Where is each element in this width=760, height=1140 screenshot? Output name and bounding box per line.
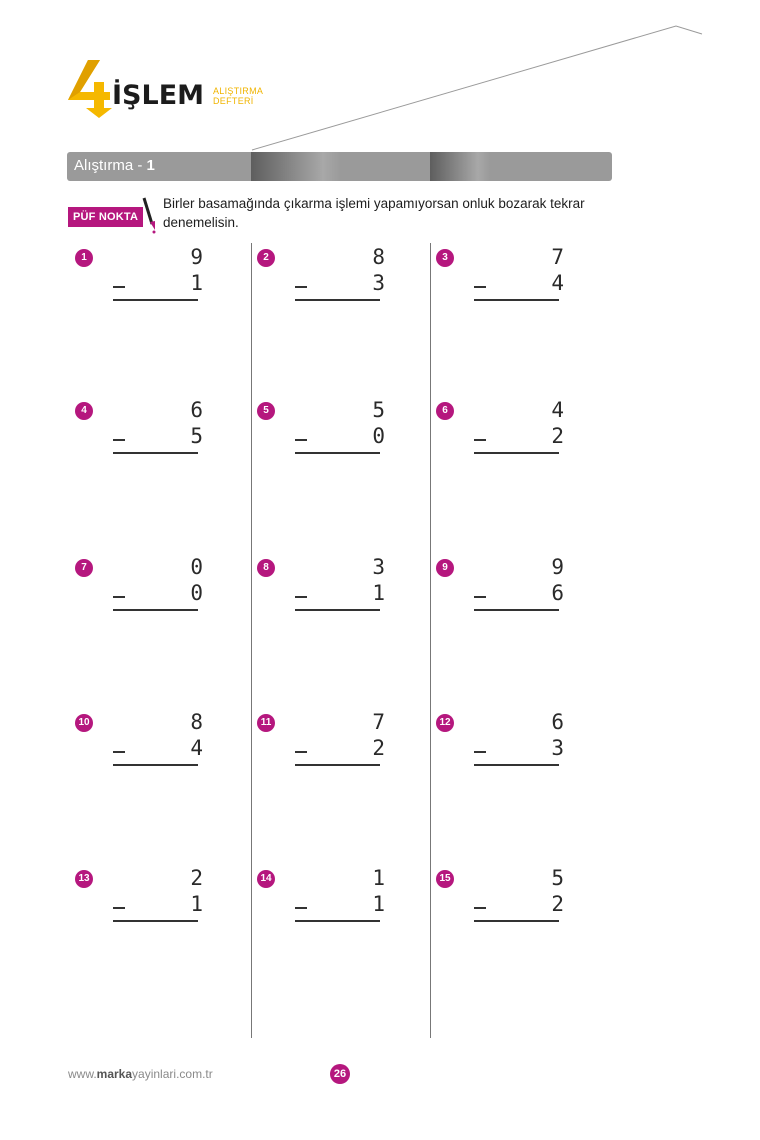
subtrahend: 1 bbox=[372, 892, 385, 916]
section-title-prefix: Alıştırma - bbox=[74, 157, 147, 174]
subtraction-problem bbox=[257, 555, 427, 635]
subtrahend: 2 bbox=[551, 892, 564, 916]
logo-four-arrow-icon bbox=[66, 58, 116, 118]
answer-line bbox=[295, 452, 380, 454]
page-number: 26 bbox=[330, 1064, 350, 1084]
subtrahend: 0 bbox=[190, 581, 203, 605]
subtrahend: 4 bbox=[190, 736, 203, 760]
minus-sign bbox=[295, 751, 307, 753]
minuend: 7 bbox=[372, 710, 385, 734]
subtrahend: 0 bbox=[372, 424, 385, 448]
problem-number-badge: 15 bbox=[436, 870, 454, 888]
section-title-number: 1 bbox=[146, 157, 155, 174]
problem-number-badge: 10 bbox=[75, 714, 93, 732]
logo-subtitle bbox=[213, 86, 263, 106]
answer-line bbox=[295, 609, 380, 611]
column-divider bbox=[430, 243, 431, 1038]
minus-sign bbox=[295, 439, 307, 441]
logo-wordmark: İŞLEM bbox=[112, 80, 205, 111]
minus-sign bbox=[474, 596, 486, 598]
section-title bbox=[74, 157, 155, 174]
subtraction-problem bbox=[75, 710, 245, 790]
subtrahend: 1 bbox=[372, 581, 385, 605]
subtrahend: 1 bbox=[190, 892, 203, 916]
subtraction-problem bbox=[75, 866, 245, 946]
subtraction-problem bbox=[257, 866, 427, 946]
problem-number-badge: 3 bbox=[436, 249, 454, 267]
minuend: 6 bbox=[551, 710, 564, 734]
minuend: 9 bbox=[551, 555, 564, 579]
logo-subtitle-line1: ALIŞTIRMA bbox=[213, 86, 264, 96]
minuend: 7 bbox=[551, 245, 564, 269]
minus-sign bbox=[295, 907, 307, 909]
brand-logo bbox=[66, 58, 266, 120]
answer-line bbox=[474, 609, 559, 611]
minuend: 8 bbox=[372, 245, 385, 269]
problem-number-badge: 2 bbox=[257, 249, 275, 267]
answer-line bbox=[474, 920, 559, 922]
answer-line bbox=[113, 299, 198, 301]
problem-number-badge: 7 bbox=[75, 559, 93, 577]
tip-badge: PÜF NOKTA bbox=[68, 207, 143, 227]
problem-number-badge: 12 bbox=[436, 714, 454, 732]
minuend: 6 bbox=[190, 398, 203, 422]
subtrahend: 3 bbox=[372, 271, 385, 295]
subtraction-problem bbox=[436, 555, 606, 635]
footer-url bbox=[68, 1067, 213, 1081]
minuend: 2 bbox=[190, 866, 203, 890]
minus-sign bbox=[474, 439, 486, 441]
minus-sign bbox=[113, 907, 125, 909]
answer-line bbox=[113, 920, 198, 922]
subtrahend: 3 bbox=[551, 736, 564, 760]
problem-number-badge: 9 bbox=[436, 559, 454, 577]
answer-line bbox=[295, 920, 380, 922]
footer-url-prefix: www. bbox=[68, 1067, 97, 1081]
problem-number-badge: 4 bbox=[75, 402, 93, 420]
answer-line bbox=[295, 764, 380, 766]
problem-number-badge: 1 bbox=[75, 249, 93, 267]
answer-line bbox=[113, 452, 198, 454]
answer-line bbox=[474, 299, 559, 301]
title-bar-shade bbox=[251, 152, 341, 181]
subtraction-problem bbox=[436, 710, 606, 790]
minuend: 5 bbox=[372, 398, 385, 422]
subtrahend: 6 bbox=[551, 581, 564, 605]
minus-sign bbox=[113, 439, 125, 441]
tip-text: Birler basamağında çıkarma işlemi yapamıyorsan onluk bozarak tekrar denemelisin. bbox=[163, 196, 585, 230]
minuend: 8 bbox=[190, 710, 203, 734]
subtrahend: 2 bbox=[372, 736, 385, 760]
problem-number-badge: 6 bbox=[436, 402, 454, 420]
problem-number-badge: 13 bbox=[75, 870, 93, 888]
minus-sign bbox=[474, 907, 486, 909]
minuend: 0 bbox=[190, 555, 203, 579]
title-bar-shade bbox=[430, 152, 490, 181]
problem-number-badge: 5 bbox=[257, 402, 275, 420]
subtraction-problem bbox=[75, 245, 245, 325]
minus-sign bbox=[113, 751, 125, 753]
answer-line bbox=[474, 452, 559, 454]
minus-sign bbox=[474, 286, 486, 288]
subtrahend: 5 bbox=[190, 424, 203, 448]
subtraction-problem bbox=[436, 866, 606, 946]
subtraction-problem bbox=[257, 398, 427, 478]
subtraction-problem bbox=[436, 245, 606, 325]
minuend: 9 bbox=[190, 245, 203, 269]
minus-sign bbox=[295, 286, 307, 288]
minus-sign bbox=[113, 596, 125, 598]
answer-line bbox=[113, 764, 198, 766]
subtraction-problem bbox=[75, 398, 245, 478]
answer-line bbox=[474, 764, 559, 766]
minus-sign bbox=[474, 751, 486, 753]
minuend: 4 bbox=[551, 398, 564, 422]
footer-url-suffix: yayinlari.com.tr bbox=[132, 1067, 213, 1081]
minuend: 1 bbox=[372, 866, 385, 890]
subtrahend: 2 bbox=[551, 424, 564, 448]
answer-line bbox=[295, 299, 380, 301]
footer-url-brand: marka bbox=[96, 1067, 133, 1081]
section-title-bar bbox=[67, 152, 612, 181]
minus-sign bbox=[113, 286, 125, 288]
subtrahend: 1 bbox=[190, 271, 203, 295]
subtraction-problem bbox=[75, 555, 245, 635]
minus-sign bbox=[295, 596, 307, 598]
minuend: 5 bbox=[551, 866, 564, 890]
problem-number-badge: 11 bbox=[257, 714, 275, 732]
problem-number-badge: 8 bbox=[257, 559, 275, 577]
subtraction-problem bbox=[257, 245, 427, 325]
column-divider bbox=[251, 243, 252, 1038]
answer-line bbox=[113, 609, 198, 611]
minuend: 3 bbox=[372, 555, 385, 579]
subtraction-problem bbox=[257, 710, 427, 790]
logo-subtitle-line2: DEFTERİ bbox=[213, 96, 254, 106]
pen-icon bbox=[138, 194, 160, 234]
problem-number-badge: 14 bbox=[257, 870, 275, 888]
subtraction-problem bbox=[436, 398, 606, 478]
subtrahend: 4 bbox=[551, 271, 564, 295]
